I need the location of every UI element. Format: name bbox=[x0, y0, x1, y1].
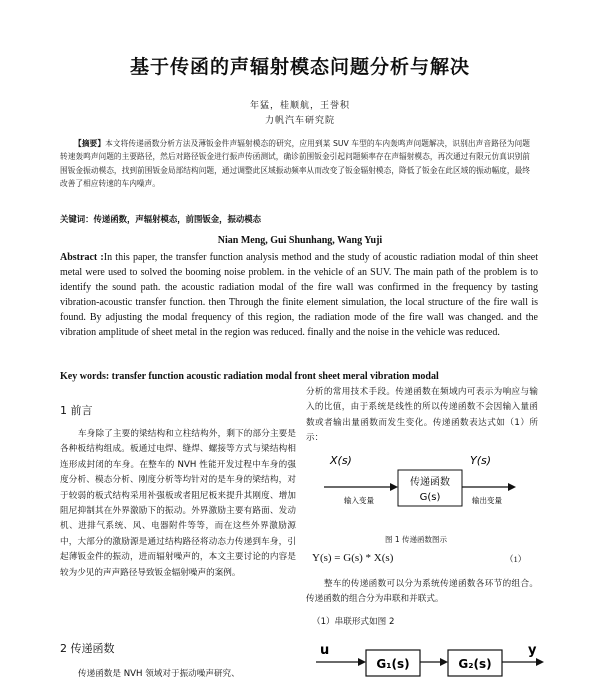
abstract-en-tag: Abstract : bbox=[60, 252, 104, 263]
authors-cn: 年猛，桂顺航，王誉积 bbox=[249, 101, 350, 111]
abstract-cn-tag: 【摘要】 bbox=[74, 139, 106, 148]
figure1-output-symbol: Y(s) bbox=[470, 454, 492, 467]
section1-paragraph: 车身除了主要的梁结构和立柱结构外，剩下的部分主要是各种板结构组成。板通过电焊、缝焊、螺接等方式与梁结构相连形成封闭的车身。在整车的 NVH 性能开发过程中车身的强度分析、模态分析、刚度分析等均针对的是车身的梁结构，对于较弱的板式结构采用补强板或者阻尼板来提升其刚度、增加阻尼抑制其在外界激励下的振动。外界激励主要有路面、发动机、进排气系统、风、电器附件等等，而在这些外界激励源中，大部分的激励源是通过结构路径将动态力传递到车身，引起薄钣金件的振动，进而辐射噪声的，本文主要讨论的内容是较为少见的声声路径导致钣金辐射噪声的案例。 bbox=[60, 429, 296, 578]
figure1-diagram bbox=[320, 452, 520, 524]
figure1-caption: 图 1 传递函数图示 bbox=[385, 535, 448, 544]
equation1: Y(s) = G(s) * X(s) bbox=[312, 552, 394, 564]
affiliation: 力帆汽车研究院 bbox=[264, 116, 335, 126]
figure2-mid-arrowhead bbox=[440, 658, 448, 666]
figure1-box-line2: G(s) bbox=[419, 492, 441, 503]
keywords-cn: 关键词：传递函数，声辐射模态，前围钣金，振动模态 bbox=[60, 214, 261, 224]
figure2-input-arrowhead bbox=[358, 658, 366, 666]
figure1-output-label: 输出变量 bbox=[472, 496, 502, 505]
abstract-en bbox=[60, 250, 538, 341]
section2-heading: 2 传递函数 bbox=[60, 642, 115, 655]
paper-title: 基于传函的声辐射模态问题分析与解决 bbox=[129, 56, 470, 78]
figure1-input-arrowhead bbox=[390, 483, 398, 491]
right-paragraph-2: 整车的传递函数可以分为系统传递函数各环节的组合。传递函数的组合分为串联和并联式。 bbox=[306, 579, 538, 605]
abstract-cn bbox=[60, 137, 530, 191]
equation1-number: （1） bbox=[505, 554, 527, 564]
figure2-output-arrowhead bbox=[536, 658, 544, 666]
figure1-input-label: 输入变量 bbox=[344, 496, 374, 505]
section1-heading: 1 前言 bbox=[60, 404, 93, 417]
abstract-cn-text: 本文将传递函数分析方法及薄钣金件声辐射模态的研究，应用到某 SUV 车型的车内轰鸣声问题解决，识别出声音路径为问题转速轰鸣声问题的主要路径，然后对路径钣金进行振声传函测试，确诊前围钣金引起问题频率存在声辐射模态，再次通过有限元仿真识别前围钣金振动模态，找到前围钣金局部结构问题，通过调整此区域振动频率从而改变了钣金辐射模态，降低了钣金在此区域的振动幅度，最终改善了相应转速的车内噪声。 bbox=[60, 139, 530, 189]
series-label: （1）串联形式如图 2 bbox=[312, 617, 395, 627]
figure1-box-line1: 传递函数 bbox=[410, 477, 450, 488]
figure1-output-arrowhead bbox=[508, 483, 516, 491]
abstract-en-text: In this paper, the transfer function analysis method and the study of acoustic radiation modal of thin sheet metal were used to solved the booming noise problem. in the vehicle of an SUV. The main path of the problem is to identify the sound path. the acoustic radiation modal of the fire wall was confirmed in the frequency by tasting vibration-acoustic transfer function. then Through the finite element simulation, the local structure of the fire wall is found. By adjusting the modal frequency of this region, the radiation mode of the fire wall was changed. and the vibration amplitude of sheet metal in the region was reduced. finally and the noise in the vehicle was reduced. bbox=[60, 252, 538, 339]
right-intro-paragraph: 分析的常用技术手段。传递函数在频域内可表示为响应与输入的比值，由于系统是线性的所以传递函数不会因输入量函数或者输出量函数而发生变化。传递函数表达式如（1）所示： bbox=[306, 387, 538, 444]
figure1-input-symbol: X(s) bbox=[330, 454, 352, 467]
figure2-diagram bbox=[316, 638, 548, 678]
keywords-en: Key words: transfer function acoustic radiation modal front sheet meral vibration modal bbox=[60, 371, 439, 382]
authors-en: Nian Meng, Gui Shunhang, Wang Yuji bbox=[217, 235, 383, 246]
figure2-input-label: u bbox=[320, 643, 330, 658]
figure2-block2-label: G₂(s) bbox=[458, 657, 492, 671]
figure2-block1-label: G₁(s) bbox=[376, 657, 410, 671]
figure2-output-label: y bbox=[528, 643, 537, 658]
section2-paragraph: 传递函数是 NVH 领域对于振动噪声研究、 bbox=[78, 669, 240, 679]
